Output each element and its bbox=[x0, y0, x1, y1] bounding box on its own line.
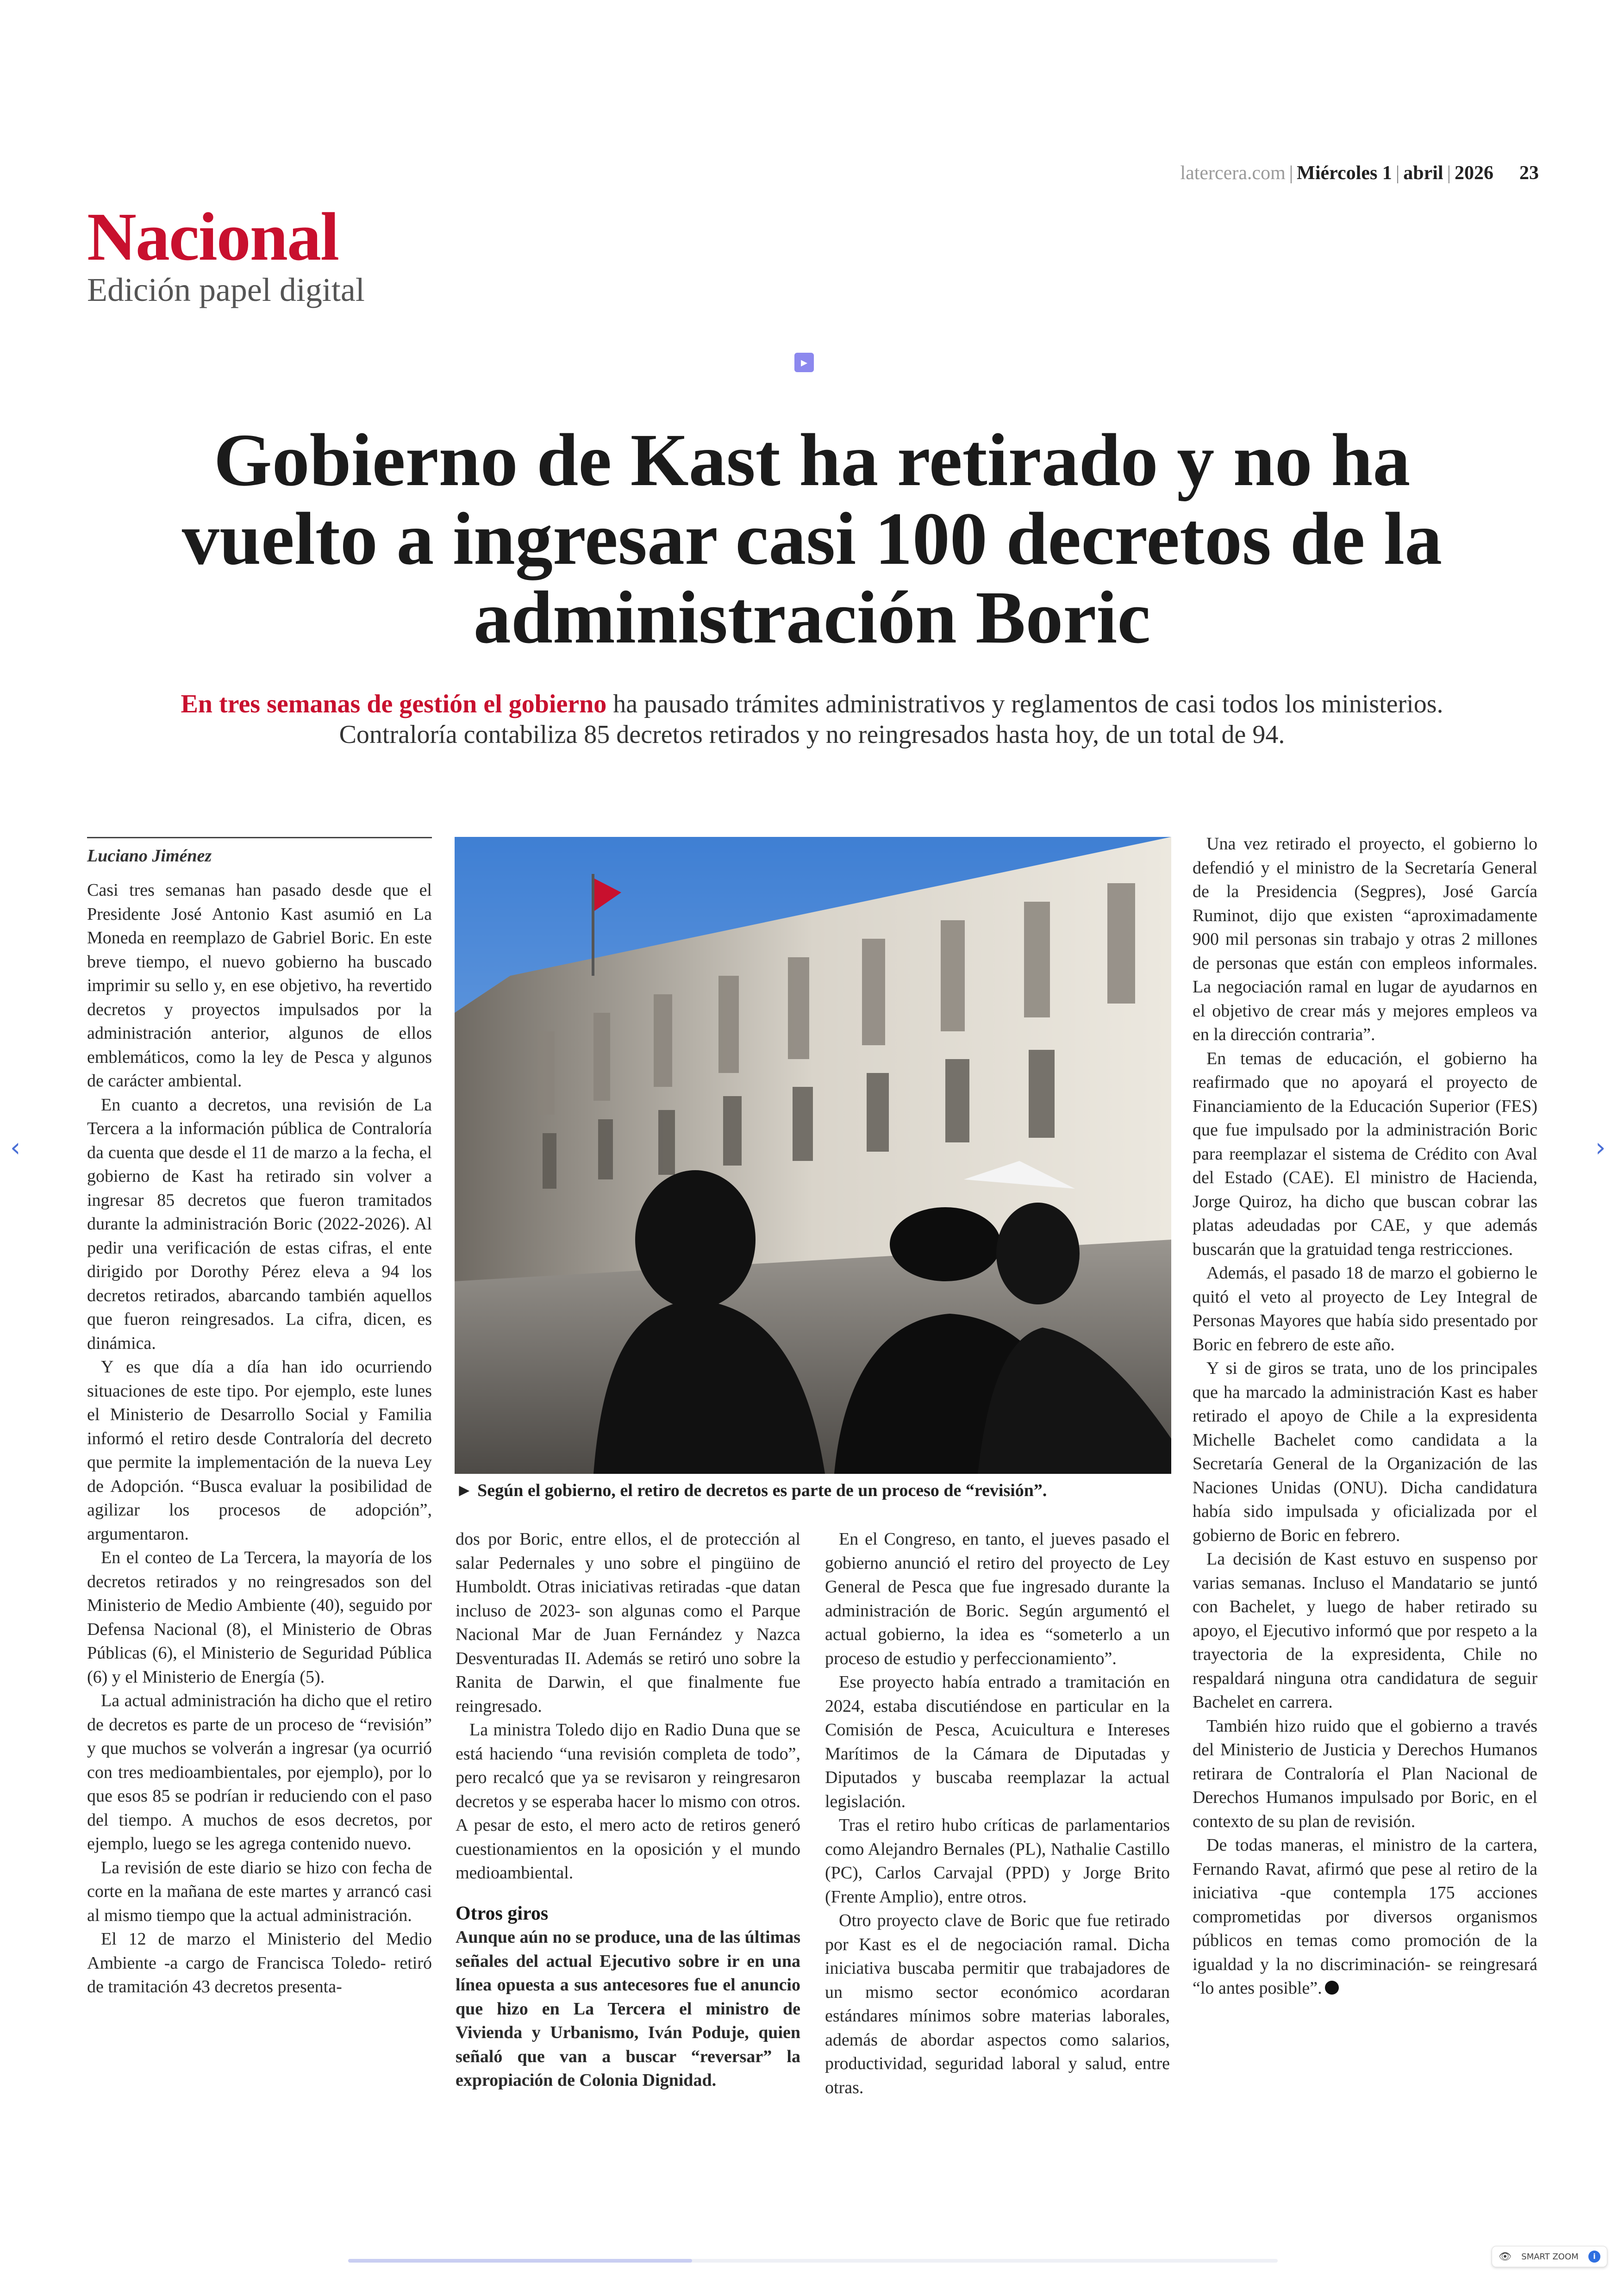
paragraph: En el conteo de La Tercera, la mayoría de los decretos retirados y no reingresados son del Ministerio de Medio Ambiente (40), seguido por Defensa Nacional (8), el Ministerio de Obras Públicas (6), el Ministerio de Seguridad Pública (6) y el Ministerio de Energía (5). bbox=[87, 1548, 432, 1687]
article-column-3 bbox=[825, 1528, 1170, 2100]
paragraph: Y es que día a día han ido ocurriendo situaciones de este tipo. Por ejemplo, este lunes el Ministerio de Desarrollo Social y Familia informó el retiro desde Contraloría del decreto que permite la implementación de la nueva Ley de Adopción. “Busca evaluar la posibilidad de agilizar los procesos de adopción”, argumentaron. bbox=[87, 1357, 432, 1544]
paragraph: Una vez retirado el proyecto, el gobierno lo defendió y el ministro de la Secretaría General de la Presidencia (Segpres), José García Ruminot, dijo que existen “aproximadamente 900 mil personas sin trabajo y otras 2 millones de personas que están con empleos informales. La negociación ramal en lugar de ayudarnos en el objetivo de crear más y mejores empleos va en la dirección contraria”. bbox=[1193, 834, 1537, 1044]
paragraph: En cuanto a decretos, una revisión de La Tercera a la información pública de Contraloría da cuenta que desde el 11 de marzo a la fecha, el gobierno de Kast ha retirado sin volver a ingresar 85 decretos que fueron tramitados durante la administración Boric (2022-2026). Al pedir una verificación de estas cifras, el ente dirigido por Dorothy Pérez eleva a 94 los decretos retirados, abarcando también aquellos que fueron reingresados. La cifra, dicen, es dinámica. bbox=[87, 1095, 432, 1353]
paragraph: El 12 de marzo el Ministerio del Medio Ambiente -a cargo de Francisca Toledo- retiró de tramitación 43 decretos presenta- bbox=[87, 1929, 432, 1996]
article-column-1 bbox=[87, 879, 432, 1999]
page-marker-icon[interactable]: ▸ bbox=[794, 353, 814, 372]
paragraph: La revisión de este diario se hizo con fecha de corte en la mañana de este martes y arrancó casi al mismo tiempo que la actual administración. bbox=[87, 1858, 432, 1925]
smart-zoom-button[interactable] bbox=[1492, 2246, 1607, 2267]
date-year: 2026 bbox=[1455, 162, 1493, 184]
date-month: abril bbox=[1403, 162, 1443, 184]
paragraph: Ese proyecto había entrado a tramitación en 2024, estaba discutiéndose en particular en la Comisión de Pesca, Acuicultura e Intereses Marítimos de la Cámara de Diputadas y Diputados y buscaba reemplazar la actual legislación. bbox=[825, 1672, 1170, 1811]
paragraph: La decisión de Kast estuvo en suspenso por varias semanas. Incluso el Mandatario se juntó con Bachelet, y luego de haber retirado su apoyo, el Ejecutivo informó que por respeto a la trayectoria de la expresidenta, Chile no respaldará ninguna otra candidatura de seguir Bachelet en carrera. bbox=[1193, 1549, 1537, 1712]
paragraph: dos por Boric, entre ellos, el de protección al salar Pedernales y uno sobre el pingüino de Humboldt. Otras iniciativas retiradas -que datan incluso de 2023- son algunas como el Parque Nacional Mar de Juan Fernández y Nazca Desventuradas II. Además se retiró uno sobre la Ranita de Darwin, el que finalmente fue reingresado. bbox=[456, 1529, 800, 1716]
previous-page-icon[interactable]: ‹ bbox=[10, 1133, 21, 1163]
subhead: Otros giros bbox=[456, 1902, 549, 1924]
deck-rest: ha pausado trámites administrativos y reglamentos de casi todos los ministerios. Contraloría contabiliza 85 decretos retirados y no reingresados hasta hoy, de un total de 94. bbox=[339, 690, 1443, 749]
next-page-icon[interactable]: › bbox=[1595, 1133, 1606, 1163]
masthead: latercera.com | Miércoles 1 | abril | 2026 23 bbox=[1180, 162, 1539, 184]
paragraph: La actual administración ha dicho que el retiro de decretos es parte de un proceso de “revisión” y que muchos se volverán a ingresar (ya ocurrió con tres medioambientales, por ejemplo), por lo que esos 85 se podrían ir reduciendo con el paso del tiempo. A muchos de esos decretos, por ejemplo, luego se les agrega contenido nuevo. bbox=[87, 1691, 432, 1853]
byline: Luciano Jiménez bbox=[87, 837, 432, 866]
photo-caption: ► Según el gobierno, el retiro de decretos es parte de un proceso de “revisión”. bbox=[456, 1481, 1047, 1500]
paragraph: Aunque aún no se produce, una de las últimas señales del actual Ejecutivo sobre ir en una línea opuesta a sus antecesores fue el anuncio que hizo en La Tercera el ministro de Vivienda y Urbanismo, Iván Poduje, quien señaló que van a buscar “reversar” la expropiación de Colonia Dignidad. bbox=[456, 1927, 800, 2090]
paragraph: También hizo ruido que el gobierno a través del Ministerio de Justicia y Derechos Humanos retirara de Contraloría el Plan Nacional de Derechos Humanos impulsado por Boric, en el contexto de su plan de revisión. bbox=[1193, 1716, 1537, 1831]
paragraph: Otro proyecto clave de Boric que fue retirado por Kast es el de negociación ramal. Dicha iniciativa buscaba permitir que trabajadores de un mismo sector económico acordaran estándares mínimos sobre materias laborales, además de abordar aspectos como salarios, productividad, seguridad laboral y salud, entre otras. bbox=[825, 1911, 1170, 2097]
info-icon[interactable]: i bbox=[1588, 2251, 1600, 2263]
article-column-4 bbox=[1193, 832, 1537, 2001]
paragraph: Y si de giros se trata, uno de los principales que ha marcado la administración Kast es haber retirado el apoyo de Chile a la expresidenta Michelle Bachelet como candidata a la Secretaría General de la Organización de las Naciones Unidas (ONU). Dicha candidatura había sido impulsada y oficializada por el gobierno de Boric en febrero. bbox=[1193, 1359, 1537, 1545]
section-subtitle: Edición papel digital bbox=[87, 271, 365, 308]
paragraph: La ministra Toledo dijo en Radio Duna que se está haciendo “una revisión completa de todo”, pero recalcó que ya se revisaron y reingresaron decretos y se esperaba hacer lo mismo con otros. A pesar de esto, el mero acto de retiros generó cuestionamientos en la oposición y el mundo medioambiental. bbox=[456, 1720, 800, 1883]
deck-lead: En tres semanas de gestión el gobierno bbox=[181, 690, 607, 718]
headline: Gobierno de Kast ha retirado y no ha vuelto a ingresar casi 100 decretos de la administración Boric bbox=[181, 419, 1443, 659]
end-mark-icon bbox=[1325, 1981, 1339, 1995]
paragraph: Casi tres semanas han pasado desde que el Presidente José Antonio Kast asumió en La Moneda en reemplazo de Gabriel Boric. En este breve tiempo, el nuevo gobierno ha buscado imprimir su sello y, en ese objetivo, ha revertido decretos y proyectos impulsados por la administración anterior, algunos de ellos emblemáticos, como la ley de Pesca y algunos de carácter ambiental. bbox=[87, 880, 432, 1091]
date-day: Miércoles 1 bbox=[1297, 162, 1392, 184]
page-number: 23 bbox=[1519, 162, 1539, 184]
paragraph: Tras el retiro hubo críticas de parlamentarios como Alejandro Bernales (PL), Nathalie Castillo (PC), Carlos Carvajal (PPD) y Jorge Brito (Frente Amplio), entre otros. bbox=[825, 1815, 1170, 1907]
paragraph: Además, el pasado 18 de marzo el gobierno le quitó el veto al proyecto de Ley Integral de Personas Mayores que había sido presentado por Boric en febrero de este año. bbox=[1193, 1263, 1537, 1354]
paragraph: En temas de educación, el gobierno ha reafirmado que no apoyará el proyecto de Financiamiento de la Educación Superior (FES) que fue impulsado por la administración Boric para reemplazar el sistema de Crédito con Aval del Estado (CAE). El ministro de Hacienda, Jorge Quiroz, ha dicho que buscan cobrar las platas adeudadas por CAE, y que además buscarán que la gratuidad tenga restricciones. bbox=[1193, 1048, 1537, 1259]
site-name: latercera.com bbox=[1180, 162, 1286, 184]
smart-zoom-label: SMART ZOOM bbox=[1521, 2251, 1579, 2262]
paragraph-last-text: De todas maneras, el ministro de la cartera, Fernando Ravat, afirmó que pese al retiro de la iniciativa -que contempla 175 acciones comprometidas por diversos organismos públicos en temas como promoción de la igualdad y la no discriminación- se reingresará “lo antes posible”. bbox=[1193, 1835, 1537, 1998]
deck bbox=[176, 689, 1448, 750]
article-column-2 bbox=[456, 1528, 800, 2093]
eye-icon: 👁 bbox=[1499, 2251, 1512, 2263]
scroll-thumb[interactable] bbox=[348, 2259, 692, 2263]
paragraph-last bbox=[1193, 1834, 1537, 2001]
article-photo bbox=[455, 837, 1171, 1474]
paragraph: En el Congreso, en tanto, el jueves pasado el gobierno anunció el retiro del proyecto de Ley General de Pesca que fue ingresado durante la administración de Boric. Según argumentó el actual gobierno, la idea es “someterlo a un proceso de estudio y perfeccionamiento”. bbox=[825, 1529, 1170, 1668]
section-title: Nacional bbox=[87, 199, 339, 275]
